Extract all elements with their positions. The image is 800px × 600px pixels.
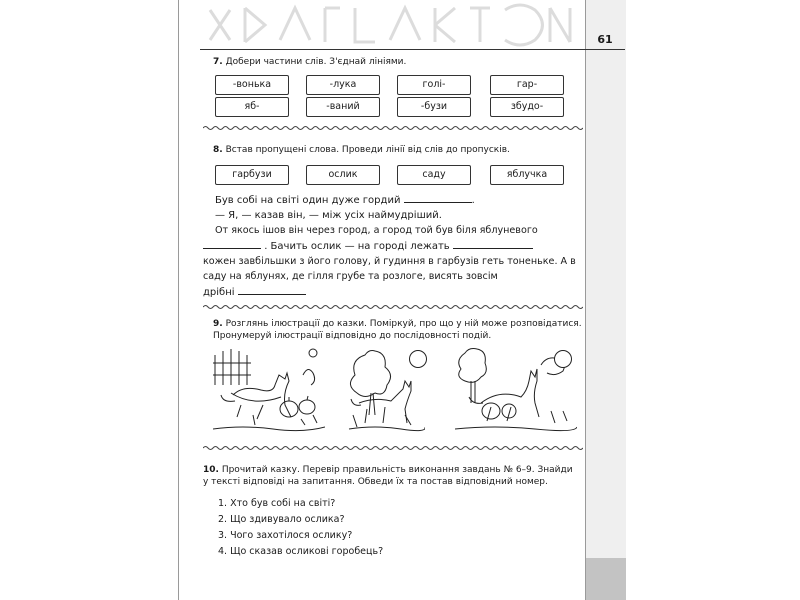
task10-instruction: Прочитай казку. Перевір правильність виконання завдань № 6–9. Знайди у тексті відповіді на запитання. Обведи їх та постав відповідний номер. [203, 465, 573, 487]
task7-instruction: Добери частини слів. З'єднай лініями. [225, 57, 407, 67]
blank-1[interactable] [404, 192, 472, 203]
illustration-2-number-circle[interactable] [409, 350, 427, 368]
task9-number: 9. [213, 319, 223, 329]
task8-number: 8. [213, 145, 223, 155]
task7-box[interactable]: -лука [306, 75, 380, 95]
task7-heading [213, 56, 406, 68]
task9-instruction: Розглянь ілюстрації до казки. Поміркуй, про що у ній може розповідатися. Пронумеруй ілюстрації відповідно до послідовності подій. [213, 319, 582, 341]
task7-box[interactable]: гар- [490, 75, 564, 95]
task8-word-box[interactable]: яблучка [490, 165, 564, 185]
task10-heading [203, 464, 579, 488]
section-divider [203, 304, 583, 310]
task8-instruction: Встав пропущені слова. Проведи лінії від слів до пропусків. [225, 145, 510, 155]
task9-heading [213, 318, 585, 342]
task10-number: 10. [203, 465, 219, 475]
header-rule [200, 49, 625, 50]
section-divider [203, 445, 583, 451]
illustration-3-number-circle[interactable] [554, 350, 572, 368]
task7-box[interactable]: збудо- [490, 97, 564, 117]
task7-box[interactable]: -ваний [306, 97, 380, 117]
question-item: 1. Хто був собі на світі? [218, 498, 336, 509]
question-item: 2. Що здивувало ослика? [218, 514, 345, 525]
question-item: 4. Що сказав осликові горобець? [218, 546, 384, 557]
task10-questions [218, 496, 383, 560]
story-line-1: Був собі на світі один дуже гордий [215, 195, 401, 206]
task7-number: 7. [213, 57, 223, 67]
blank-2[interactable] [203, 238, 261, 249]
section-divider [203, 125, 583, 131]
illustration-1-donkey-in-garden [213, 345, 325, 435]
task7-box[interactable]: -бузи [397, 97, 471, 117]
page-margin-strip [585, 0, 626, 600]
task8-word-box[interactable]: саду [397, 165, 471, 185]
story-line-4: . Бачить ослик — на городі лежать [264, 241, 450, 252]
page-number: 61 [597, 33, 613, 46]
margin-gray-block [586, 558, 626, 600]
story-line-5: кожен завбільшки з його голову, й гудиння в гарбузів геть тоненьке. А в саду на яблунях, де гілля грубе та розлоге, висять зовсім [203, 256, 576, 282]
task8-word-box[interactable]: гарбузи [215, 165, 289, 185]
task7-box[interactable]: -вонька [215, 75, 289, 95]
task8-story [203, 192, 577, 300]
blank-4[interactable] [238, 284, 306, 295]
task8-word-box[interactable]: ослик [306, 165, 380, 185]
blank-3[interactable] [453, 238, 533, 249]
task7-box[interactable]: голі- [397, 75, 471, 95]
question-item: 3. Чого захотілося ослику? [218, 530, 353, 541]
story-line-1-end: . [471, 195, 475, 206]
task7-box[interactable]: яб- [215, 97, 289, 117]
task8-heading [213, 144, 510, 156]
story-line-6: дрібні [203, 287, 235, 298]
story-line-3: От якось ішов він через город, а город той був біля яблуневого [215, 225, 538, 236]
story-line-2: — Я, — казав він, — між усіх наймудріший. [215, 210, 442, 221]
header-decoration [200, 0, 585, 50]
